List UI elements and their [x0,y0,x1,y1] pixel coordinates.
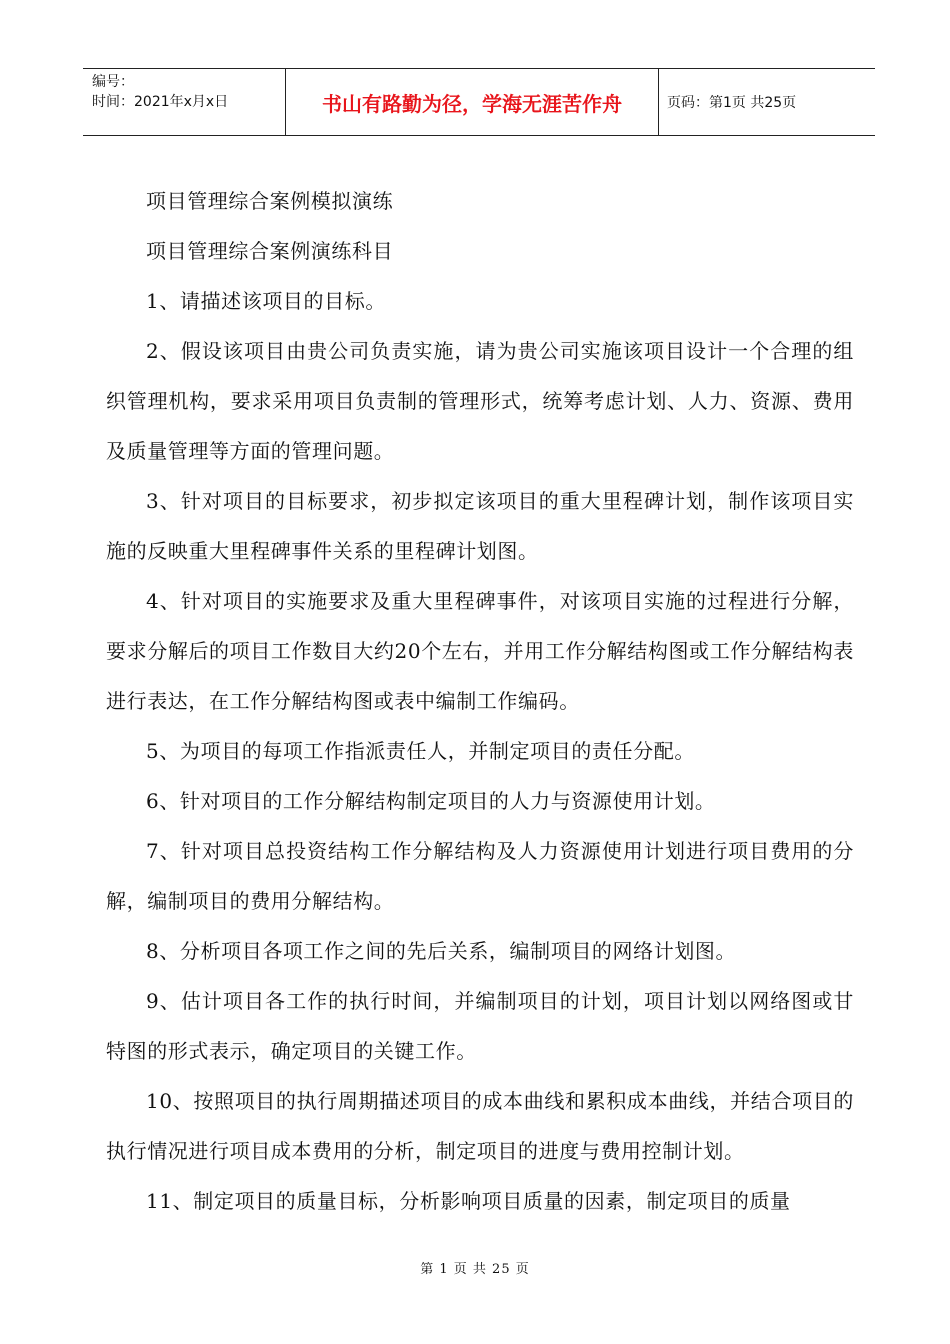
paragraph-item-6: 6、针对项目的工作分解结构制定项目的人力与资源使用计划。 [146,789,716,813]
page-footer: 第 1 页 共 25 页 [420,1262,530,1277]
paragraph-item-3: 3、针对项目的目标要求，初步拟定该项目的重大里程碑计划，制作该项目实施的反映重大里程碑事件关系的里程碑计划图。 [106,489,854,563]
paragraph-item-8: 8、分析项目各项工作之间的先后关系，编制项目的网络计划图。 [146,939,737,963]
paragraph-item-9: 9、估计项目各工作的执行时间，并编制项目的计划，项目计划以网络图或甘特图的形式表示，确定项目的关键工作。 [106,989,854,1063]
header-left-cell [83,69,286,135]
number-label: 编号： [92,74,134,90]
paragraph-item-4: 4、针对项目的实施要求及重大里程碑事件，对该项目实施的过程进行分解，要求分解后的项目工作数目大约20个左右，并用工作分解结构图或工作分解结构表进行表达，在工作分解结构图或表中编制工作编码。 [106,589,854,713]
paragraph-item-2: 2、假设该项目由贵公司负责实施，请为贵公司实施该项目设计一个合理的组织管理机构，要求采用项目负责制的管理形式，统筹考虑计划、人力、资源、费用及质量管理等方面的管理问题。 [106,339,854,463]
paragraph-item-1: 1、请描述该项目的目标。 [146,289,386,313]
paragraph-title: 项目管理综合案例模拟演练 [146,189,394,213]
document-body [106,176,854,1226]
paragraph-item-5: 5、为项目的每项工作指派责任人，并制定项目的责任分配。 [146,739,695,763]
paragraph-subtitle: 项目管理综合案例演练科目 [146,239,394,263]
motto: 书山有路勤为径，学海无涯苦作舟 [286,69,659,135]
paragraph-item-11: 11、制定项目的质量目标，分析影响项目质量的因素，制定项目的质量 [146,1189,791,1213]
page-info: 页码：第1页 共25页 [667,95,797,111]
time-label: 时间：2021年x月x日 [92,94,229,110]
header-table [83,68,875,136]
paragraph-item-10: 10、按照项目的执行周期描述项目的成本曲线和累积成本曲线，并结合项目的执行情况进行项目成本费用的分析，制定项目的进度与费用控制计划。 [106,1089,854,1163]
paragraph-item-7: 7、针对项目总投资结构工作分解结构及人力资源使用计划进行项目费用的分解，编制项目的费用分解结构。 [106,839,854,913]
